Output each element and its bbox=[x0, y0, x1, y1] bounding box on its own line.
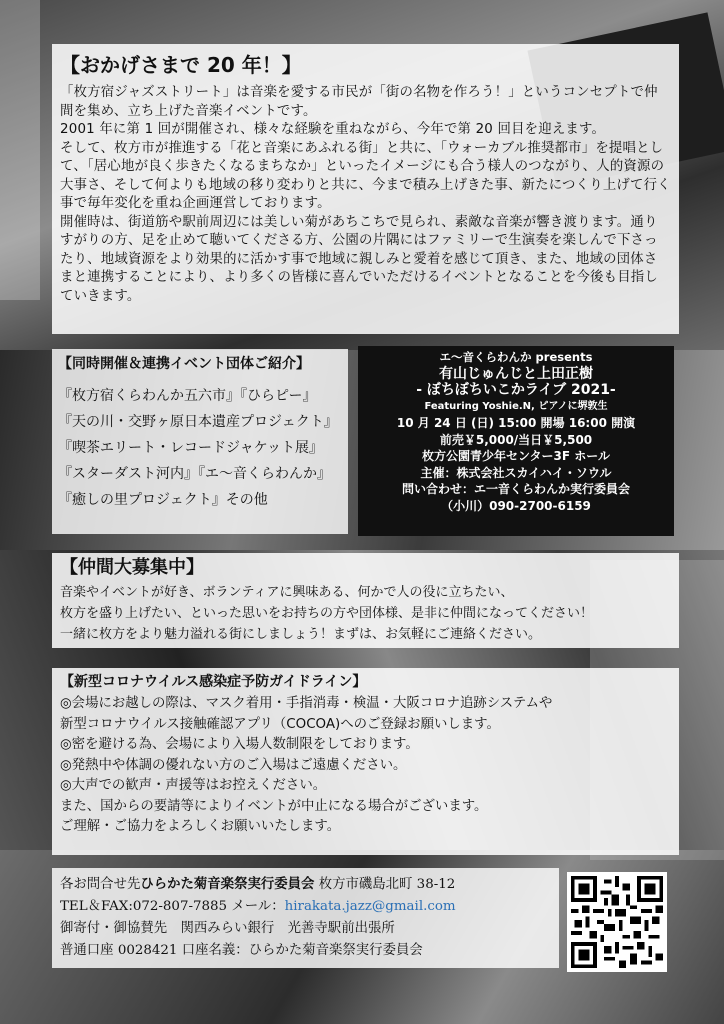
live-subtitle: - ぼちぼちいこかライブ 2021- bbox=[416, 382, 616, 398]
live-event-box bbox=[358, 346, 674, 536]
covid-guideline-line: 新型コロナウイルス接触確認アプリ（COCOA)へのご登録お願いします。 bbox=[60, 716, 500, 732]
live-organizer: 主催：株式会社スカイハイ・ソウル bbox=[420, 465, 612, 480]
covid-guideline-line: ◎大声での歓声・声援等はお控えください。 bbox=[60, 778, 327, 793]
contact-prefix: 各お問合せ先 bbox=[60, 877, 141, 892]
contact-telfax: TEL＆FAX:072-807-7885 メール： bbox=[60, 899, 285, 914]
partner-event-item: 『癒しの里プロジェクト』その他 bbox=[58, 492, 268, 508]
intro-paragraph: そして、枚方市が推進する「花と音楽にあふれる街」と共に、「ウォーカブル推奨都市」を提唱として、「居心地が良く歩きたくなるまちなか」といったイメージにも合う様人のつながり、人的資源の大事さ、そして何よりも地域の移り変わりと共に、今まで積み上げきた事、新たにつくり上げて行く事で毎年変化を重ね企画運営しております。 bbox=[60, 140, 671, 211]
recruit-title: 【仲間大募集中】 bbox=[60, 557, 204, 578]
contact-section bbox=[52, 868, 559, 968]
contact-line bbox=[60, 874, 551, 896]
live-inquiry: 問い合わせ：エ一音くらわんか実行委員会 bbox=[401, 482, 630, 496]
intro-section bbox=[52, 44, 679, 334]
account-line: 普通口座 0028421 口座名義：ひらかた菊音楽祭実行委員会 bbox=[60, 943, 423, 958]
live-featuring: Featuring Yoshie.N, ピアノに堺敦生 bbox=[424, 400, 608, 412]
covid-guideline-section bbox=[52, 668, 679, 855]
donation-line: 御寄付・御協賛先 関西みらい銀行 光善寺駅前出張所 bbox=[60, 921, 395, 936]
live-presenter: エ～音くらわんか presents bbox=[439, 350, 593, 364]
partner-event-item: 『天の川・交野ヶ原日本遺産プロジェクト』 bbox=[58, 414, 338, 430]
qr-code-icon[interactable] bbox=[567, 872, 667, 972]
live-datetime: 10 月 24 日 (日) 15:00 開場 16:00 開演 bbox=[396, 416, 636, 430]
live-venue: 枚方公園青少年センター3F ホール bbox=[421, 449, 610, 463]
live-tel: （小川）090-2700-6159 bbox=[441, 498, 591, 513]
contact-line bbox=[60, 896, 551, 918]
covid-guideline-line: ご理解・ご協力をよろしくお願いいたします。 bbox=[60, 819, 341, 834]
recruit-line: 枚方を盛り上げたい、といった思いをお持ちの方や団体様、是非に仲間になってください！ bbox=[60, 606, 594, 621]
live-price: 前売￥5,000/当日￥5,500 bbox=[439, 432, 593, 447]
covid-guideline-line: ◎密を避ける為、会場により入場人数制限をしております。 bbox=[60, 737, 419, 752]
partner-event-item: 『枚方宿くらわんか五六市』『ひらピー』 bbox=[58, 388, 317, 404]
contact-email-link[interactable]: hirakata.jazz@gmail.com bbox=[284, 899, 456, 914]
recruit-section bbox=[52, 553, 679, 648]
recruit-line: 一緒に枚方をより魅力溢れる街にしましょう！まずは、お気軽にご連絡ください。 bbox=[60, 627, 542, 642]
partner-event-item: 『スターダスト河内』『エ～音くらわんか』 bbox=[58, 466, 331, 482]
covid-guideline-line: ◎会場にお越しの際は、マスク着用・手指消毒・検温・大阪コロナ追跡システムや bbox=[60, 696, 553, 711]
intro-paragraph: 「枚方宿ジャズストリート」は音楽を愛する市民が「街の名物を作ろう！」というコンセプトで仲間を集め、立ち上げた音楽イベントです。 bbox=[60, 85, 658, 119]
intro-title: 【おかげさまで 20 年！】 bbox=[60, 53, 302, 77]
partner-events-title: 【同時開催＆連携イベント団体ご紹介】 bbox=[58, 356, 310, 372]
covid-guideline-title: 【新型コロナウイルス感染症予防ガイドライン】 bbox=[60, 674, 367, 690]
partner-events-section bbox=[52, 349, 348, 534]
partner-event-item: 『喫茶エリート・レコードジャケット展』 bbox=[58, 440, 324, 456]
covid-guideline-line: また、国からの要請等によりイベントが中止になる場合がございます。 bbox=[60, 798, 488, 814]
live-title: 有山じゅんじと上田正樹 bbox=[439, 365, 593, 382]
intro-paragraph: 開催時は、街道筋や駅前周辺には美しい菊があちこちで見られ、素敵な音楽が響き渡ります。通りすがりの方、足を止めて聴いてくださる方、公園の片隅にはファミリーで生演奏を楽しんで下さったり、地域資源をより効果的に活かす事で地域に親しみと愛着を感じて頂き、また、地域の団体さまと連携することにより、より多くの皆様に喜んでいただけるイベントとなることを今後も目指していきます。 bbox=[60, 214, 658, 304]
contact-org: ひらかた菊音楽祭実行委員会 bbox=[140, 877, 315, 892]
intro-paragraph: 2001 年に第 1 回が開催され、様々な経験を重ねながら、今年で第 20 回目を迎えます。 bbox=[60, 122, 606, 137]
covid-guideline-line: ◎発熱中や体調の優れない方のご入場はご遠慮ください。 bbox=[60, 757, 407, 773]
contact-address: 枚方市磯島北町 38-12 bbox=[318, 877, 456, 892]
recruit-line: 音楽やイベントが好き、ボランティアに興味ある、何かで人の役に立ちたい、 bbox=[60, 585, 514, 600]
